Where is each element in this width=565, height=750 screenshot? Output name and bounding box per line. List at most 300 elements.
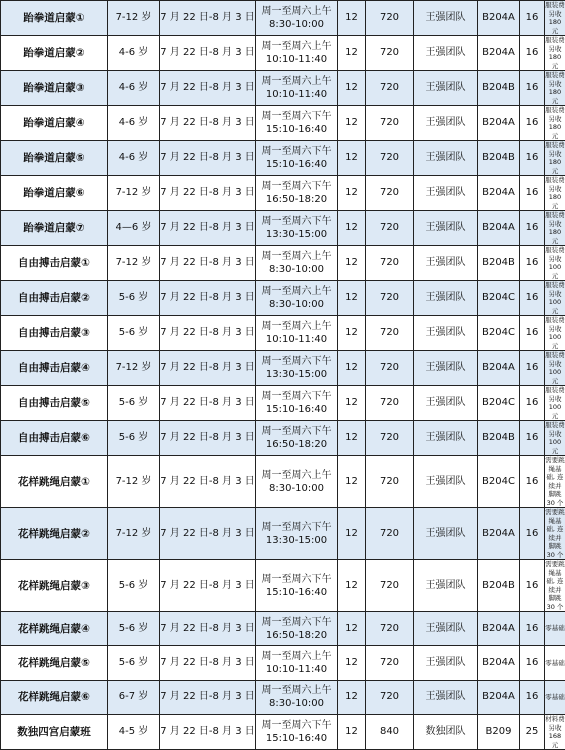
teacher-team: 数独团队 xyxy=(414,715,478,750)
class-time xyxy=(256,141,338,176)
course-name: 自由搏击启蒙④ xyxy=(1,351,108,386)
session-count: 12 xyxy=(338,316,366,351)
class-time xyxy=(256,71,338,106)
session-count: 12 xyxy=(338,386,366,421)
classroom: B204A xyxy=(478,612,520,646)
course-name: 跆拳道启蒙① xyxy=(1,1,108,36)
tuition-fee: 720 xyxy=(366,246,414,281)
course-row xyxy=(1,176,565,211)
course-note-line: 另收 xyxy=(545,150,565,159)
course-note-line: 100 元 xyxy=(545,298,565,315)
course-note-line: 脚跳 30 个 xyxy=(545,542,565,559)
course-note-line: 零基础 xyxy=(545,659,565,668)
class-time xyxy=(256,211,338,246)
course-note-line: 服装费 xyxy=(545,421,565,430)
class-capacity: 16 xyxy=(520,71,545,106)
class-time xyxy=(256,680,338,714)
classroom: B204A xyxy=(478,508,520,560)
course-note-line: 服装费 xyxy=(545,351,565,360)
course-note xyxy=(545,386,565,421)
session-count: 12 xyxy=(338,508,366,560)
course-note-line: 脚跳 30 个 xyxy=(545,594,565,611)
age-range: 6-7 岁 xyxy=(108,680,160,714)
age-range: 5-6 岁 xyxy=(108,386,160,421)
class-days: 周一至周六上午 xyxy=(256,684,337,697)
classroom: B204B xyxy=(478,421,520,456)
course-note-line: 另收 xyxy=(545,724,565,733)
class-hours: 10:10-11:40 xyxy=(256,53,337,66)
classroom: B204A xyxy=(478,176,520,211)
course-note-line: 另收 xyxy=(545,395,565,404)
classroom: B204C xyxy=(478,281,520,316)
course-row xyxy=(1,421,565,456)
course-row xyxy=(1,715,565,750)
class-hours: 8:30-10:00 xyxy=(256,263,337,276)
course-note-line: 另收 xyxy=(545,290,565,299)
age-range: 7-12 岁 xyxy=(108,1,160,36)
class-days: 周一至周六上午 xyxy=(256,40,337,53)
date-range: 7 月 22 日-8 月 3 日 xyxy=(160,386,256,421)
tuition-fee: 720 xyxy=(366,141,414,176)
tuition-fee: 720 xyxy=(366,508,414,560)
course-note xyxy=(545,1,565,36)
course-row xyxy=(1,246,565,281)
tuition-fee: 720 xyxy=(366,680,414,714)
class-hours: 16:50-18:20 xyxy=(256,438,337,451)
course-note-line: 另收 xyxy=(545,220,565,229)
course-row xyxy=(1,316,565,351)
classroom: B204B xyxy=(478,246,520,281)
course-name: 自由搏击启蒙⑥ xyxy=(1,421,108,456)
tuition-fee: 720 xyxy=(366,560,414,612)
tuition-fee: 840 xyxy=(366,715,414,750)
course-name: 花样跳绳启蒙⑤ xyxy=(1,646,108,680)
tuition-fee: 720 xyxy=(366,281,414,316)
course-note xyxy=(545,612,565,646)
class-hours: 16:50-18:20 xyxy=(256,629,337,642)
course-note-line: 180 元 xyxy=(545,228,565,245)
class-capacity: 16 xyxy=(520,456,545,508)
class-days: 周一至周六下午 xyxy=(256,616,337,629)
session-count: 12 xyxy=(338,560,366,612)
course-name: 自由搏击启蒙③ xyxy=(1,316,108,351)
course-row xyxy=(1,211,565,246)
class-capacity: 16 xyxy=(520,106,545,141)
course-name: 花样跳绳启蒙② xyxy=(1,508,108,560)
course-note-line: 服装费 xyxy=(545,71,565,80)
session-count: 12 xyxy=(338,680,366,714)
age-range: 5-6 岁 xyxy=(108,560,160,612)
class-time xyxy=(256,351,338,386)
class-time xyxy=(256,646,338,680)
course-note xyxy=(545,246,565,281)
course-note xyxy=(545,316,565,351)
course-note xyxy=(545,106,565,141)
date-range: 7 月 22 日-8 月 3 日 xyxy=(160,246,256,281)
teacher-team: 王强团队 xyxy=(414,560,478,612)
class-hours: 10:10-11:40 xyxy=(256,663,337,676)
class-time xyxy=(256,508,338,560)
teacher-team: 王强团队 xyxy=(414,456,478,508)
class-capacity: 16 xyxy=(520,508,545,560)
class-hours: 15:10-16:40 xyxy=(256,732,337,745)
course-row xyxy=(1,106,565,141)
course-note-line: 100 元 xyxy=(545,438,565,455)
tuition-fee: 720 xyxy=(366,646,414,680)
age-range: 7-12 岁 xyxy=(108,508,160,560)
tuition-fee: 720 xyxy=(366,176,414,211)
class-hours: 15:10-16:40 xyxy=(256,158,337,171)
course-note xyxy=(545,508,565,560)
course-note xyxy=(545,141,565,176)
class-days: 周一至周六下午 xyxy=(256,110,337,123)
course-row xyxy=(1,141,565,176)
course-note-line: 另收 xyxy=(545,430,565,439)
class-days: 周一至周六上午 xyxy=(256,469,337,482)
date-range: 7 月 22 日-8 月 3 日 xyxy=(160,281,256,316)
date-range: 7 月 22 日-8 月 3 日 xyxy=(160,456,256,508)
session-count: 12 xyxy=(338,176,366,211)
course-note-line: 服装费 xyxy=(545,281,565,290)
course-row xyxy=(1,508,565,560)
class-time xyxy=(256,386,338,421)
course-note-line: 服装费 xyxy=(545,106,565,115)
session-count: 12 xyxy=(338,715,366,750)
course-row xyxy=(1,386,565,421)
class-capacity: 16 xyxy=(520,141,545,176)
course-name: 花样跳绳启蒙⑥ xyxy=(1,680,108,714)
session-count: 12 xyxy=(338,612,366,646)
class-days: 周一至周六下午 xyxy=(256,145,337,158)
course-note-line: 服装费 xyxy=(545,316,565,325)
classroom: B204A xyxy=(478,106,520,141)
course-note-line: 另收 xyxy=(545,80,565,89)
age-range: 4-6 岁 xyxy=(108,71,160,106)
tuition-fee: 720 xyxy=(366,421,414,456)
class-hours: 10:10-11:40 xyxy=(256,88,337,101)
class-time xyxy=(256,176,338,211)
teacher-team: 王强团队 xyxy=(414,612,478,646)
course-note xyxy=(545,560,565,612)
course-name: 跆拳道启蒙③ xyxy=(1,71,108,106)
class-days: 周一至周六上午 xyxy=(256,320,337,333)
tuition-fee: 720 xyxy=(366,351,414,386)
age-range: 4-6 岁 xyxy=(108,106,160,141)
date-range: 7 月 22 日-8 月 3 日 xyxy=(160,36,256,71)
course-row xyxy=(1,1,565,36)
course-note-line: 另收 xyxy=(545,360,565,369)
course-name: 自由搏击启蒙② xyxy=(1,281,108,316)
course-note-line: 180 元 xyxy=(545,18,565,35)
course-note-line: 180 元 xyxy=(545,158,565,175)
course-note-line: 零基础 xyxy=(545,624,565,633)
course-name: 自由搏击启蒙① xyxy=(1,246,108,281)
teacher-team: 王强团队 xyxy=(414,141,478,176)
teacher-team: 王强团队 xyxy=(414,176,478,211)
class-days: 周一至周六上午 xyxy=(256,5,337,18)
course-note xyxy=(545,71,565,106)
course-row xyxy=(1,36,565,71)
session-count: 12 xyxy=(338,246,366,281)
date-range: 7 月 22 日-8 月 3 日 xyxy=(160,211,256,246)
course-note-line: 础, 连续并 xyxy=(545,473,565,490)
teacher-team: 王强团队 xyxy=(414,316,478,351)
class-capacity: 16 xyxy=(520,351,545,386)
class-hours: 15:10-16:40 xyxy=(256,403,337,416)
class-days: 周一至周六上午 xyxy=(256,75,337,88)
class-time xyxy=(256,612,338,646)
course-note-line: 服装费 xyxy=(545,176,565,185)
class-time xyxy=(256,281,338,316)
class-capacity: 16 xyxy=(520,246,545,281)
course-note-line: 180 元 xyxy=(545,53,565,70)
session-count: 12 xyxy=(338,281,366,316)
class-capacity: 16 xyxy=(520,36,545,71)
session-count: 12 xyxy=(338,351,366,386)
date-range: 7 月 22 日-8 月 3 日 xyxy=(160,421,256,456)
course-note-line: 需要跳绳基 xyxy=(545,456,565,473)
class-days: 周一至周六下午 xyxy=(256,521,337,534)
class-time xyxy=(256,246,338,281)
class-time xyxy=(256,316,338,351)
class-capacity: 16 xyxy=(520,386,545,421)
course-name: 跆拳道启蒙⑥ xyxy=(1,176,108,211)
classroom: B204B xyxy=(478,560,520,612)
date-range: 7 月 22 日-8 月 3 日 xyxy=(160,1,256,36)
class-capacity: 16 xyxy=(520,680,545,714)
classroom: B204C xyxy=(478,386,520,421)
teacher-team: 王强团队 xyxy=(414,680,478,714)
course-row xyxy=(1,71,565,106)
date-range: 7 月 22 日-8 月 3 日 xyxy=(160,560,256,612)
age-range: 4-5 岁 xyxy=(108,715,160,750)
class-hours: 13:30-15:00 xyxy=(256,534,337,547)
teacher-team: 王强团队 xyxy=(414,36,478,71)
tuition-fee: 720 xyxy=(366,106,414,141)
course-note xyxy=(545,176,565,211)
course-note-line: 100 元 xyxy=(545,333,565,350)
class-hours: 13:30-15:00 xyxy=(256,228,337,241)
class-time xyxy=(256,1,338,36)
age-range: 7-12 岁 xyxy=(108,176,160,211)
classroom: B204A xyxy=(478,211,520,246)
tuition-fee: 720 xyxy=(366,1,414,36)
class-capacity: 25 xyxy=(520,715,545,750)
date-range: 7 月 22 日-8 月 3 日 xyxy=(160,71,256,106)
course-note-line: 服装费 xyxy=(545,386,565,395)
class-capacity: 16 xyxy=(520,211,545,246)
date-range: 7 月 22 日-8 月 3 日 xyxy=(160,715,256,750)
course-row xyxy=(1,281,565,316)
session-count: 12 xyxy=(338,456,366,508)
class-capacity: 16 xyxy=(520,316,545,351)
class-time xyxy=(256,421,338,456)
course-name: 花样跳绳启蒙① xyxy=(1,456,108,508)
date-range: 7 月 22 日-8 月 3 日 xyxy=(160,612,256,646)
session-count: 12 xyxy=(338,71,366,106)
course-note-line: 180 元 xyxy=(545,193,565,210)
course-note-line: 另收 xyxy=(545,255,565,264)
teacher-team: 王强团队 xyxy=(414,646,478,680)
age-range: 5-6 岁 xyxy=(108,646,160,680)
teacher-team: 王强团队 xyxy=(414,1,478,36)
age-range: 5-6 岁 xyxy=(108,316,160,351)
tuition-fee: 720 xyxy=(366,211,414,246)
session-count: 12 xyxy=(338,211,366,246)
age-range: 5-6 岁 xyxy=(108,281,160,316)
class-hours: 8:30-10:00 xyxy=(256,697,337,710)
class-hours: 8:30-10:00 xyxy=(256,482,337,495)
course-name: 跆拳道启蒙⑤ xyxy=(1,141,108,176)
course-note-line: 零基础 xyxy=(545,693,565,702)
class-days: 周一至周六下午 xyxy=(256,180,337,193)
classroom: B204A xyxy=(478,351,520,386)
course-note xyxy=(545,456,565,508)
teacher-team: 王强团队 xyxy=(414,211,478,246)
class-hours: 15:10-16:40 xyxy=(256,586,337,599)
course-row xyxy=(1,456,565,508)
course-note-line: 服装费 xyxy=(545,36,565,45)
course-row xyxy=(1,612,565,646)
session-count: 12 xyxy=(338,646,366,680)
class-days: 周一至周六下午 xyxy=(256,425,337,438)
class-hours: 13:30-15:00 xyxy=(256,368,337,381)
date-range: 7 月 22 日-8 月 3 日 xyxy=(160,646,256,680)
session-count: 12 xyxy=(338,421,366,456)
class-hours: 8:30-10:00 xyxy=(256,298,337,311)
course-note-line: 另收 xyxy=(545,185,565,194)
date-range: 7 月 22 日-8 月 3 日 xyxy=(160,176,256,211)
course-name: 数独四宫启蒙班 xyxy=(1,715,108,750)
class-hours: 8:30-10:00 xyxy=(256,18,337,31)
course-name: 跆拳道启蒙④ xyxy=(1,106,108,141)
age-range: 4—6 岁 xyxy=(108,211,160,246)
course-note-line: 100 元 xyxy=(545,368,565,385)
tuition-fee: 720 xyxy=(366,36,414,71)
course-note-line: 础, 连续并 xyxy=(545,577,565,594)
tuition-fee: 720 xyxy=(366,612,414,646)
age-range: 4-6 岁 xyxy=(108,141,160,176)
course-note xyxy=(545,211,565,246)
date-range: 7 月 22 日-8 月 3 日 xyxy=(160,141,256,176)
class-time xyxy=(256,560,338,612)
course-note-line: 需要跳绳基 xyxy=(545,508,565,525)
course-name: 跆拳道启蒙② xyxy=(1,36,108,71)
classroom: B204C xyxy=(478,316,520,351)
course-note-line: 100 元 xyxy=(545,403,565,420)
date-range: 7 月 22 日-8 月 3 日 xyxy=(160,316,256,351)
tuition-fee: 720 xyxy=(366,386,414,421)
teacher-team: 王强团队 xyxy=(414,386,478,421)
course-note-line: 服装费 xyxy=(545,211,565,220)
class-days: 周一至周六下午 xyxy=(256,215,337,228)
course-note-line: 180 元 xyxy=(545,123,565,140)
class-capacity: 16 xyxy=(520,1,545,36)
class-days: 周一至周六上午 xyxy=(256,250,337,263)
course-note xyxy=(545,281,565,316)
class-days: 周一至周六下午 xyxy=(256,390,337,403)
teacher-team: 王强团队 xyxy=(414,281,478,316)
course-row xyxy=(1,351,565,386)
class-capacity: 16 xyxy=(520,421,545,456)
course-note-line: 服装费 xyxy=(545,141,565,150)
course-note-line: 另收 xyxy=(545,45,565,54)
teacher-team: 王强团队 xyxy=(414,421,478,456)
age-range: 5-6 岁 xyxy=(108,421,160,456)
session-count: 12 xyxy=(338,141,366,176)
class-days: 周一至周六下午 xyxy=(256,719,337,732)
class-capacity: 16 xyxy=(520,176,545,211)
teacher-team: 王强团队 xyxy=(414,508,478,560)
age-range: 7-12 岁 xyxy=(108,456,160,508)
date-range: 7 月 22 日-8 月 3 日 xyxy=(160,680,256,714)
course-note-line: 础, 连续并 xyxy=(545,525,565,542)
class-days: 周一至周六上午 xyxy=(256,650,337,663)
session-count: 12 xyxy=(338,106,366,141)
date-range: 7 月 22 日-8 月 3 日 xyxy=(160,351,256,386)
course-note-line: 168 元 xyxy=(545,732,565,749)
session-count: 12 xyxy=(338,1,366,36)
tuition-fee: 720 xyxy=(366,316,414,351)
classroom: B204B xyxy=(478,71,520,106)
teacher-team: 王强团队 xyxy=(414,351,478,386)
classroom: B209 xyxy=(478,715,520,750)
class-time xyxy=(256,36,338,71)
class-time xyxy=(256,106,338,141)
course-note-line: 脚跳 30 个 xyxy=(545,490,565,507)
teacher-team: 王强团队 xyxy=(414,246,478,281)
class-days: 周一至周六下午 xyxy=(256,573,337,586)
course-note xyxy=(545,421,565,456)
classroom: B204A xyxy=(478,680,520,714)
course-note xyxy=(545,680,565,714)
teacher-team: 王强团队 xyxy=(414,71,478,106)
age-range: 7-12 岁 xyxy=(108,351,160,386)
course-note-line: 另收 xyxy=(545,10,565,19)
course-name: 花样跳绳启蒙③ xyxy=(1,560,108,612)
course-note xyxy=(545,646,565,680)
age-range: 7-12 岁 xyxy=(108,246,160,281)
classroom: B204A xyxy=(478,646,520,680)
course-note-line: 180 元 xyxy=(545,88,565,105)
course-note-line: 另收 xyxy=(545,325,565,334)
course-name: 跆拳道启蒙⑦ xyxy=(1,211,108,246)
course-note-line: 服装费 xyxy=(545,246,565,255)
class-capacity: 16 xyxy=(520,560,545,612)
class-capacity: 16 xyxy=(520,646,545,680)
course-note xyxy=(545,715,565,750)
age-range: 4-6 岁 xyxy=(108,36,160,71)
course-name: 自由搏击启蒙⑤ xyxy=(1,386,108,421)
session-count: 12 xyxy=(338,36,366,71)
course-row xyxy=(1,560,565,612)
class-time xyxy=(256,456,338,508)
class-capacity: 16 xyxy=(520,281,545,316)
tuition-fee: 720 xyxy=(366,456,414,508)
class-hours: 10:10-11:40 xyxy=(256,333,337,346)
classroom: B204A xyxy=(478,1,520,36)
course-note-line: 100 元 xyxy=(545,263,565,280)
date-range: 7 月 22 日-8 月 3 日 xyxy=(160,106,256,141)
tuition-fee: 720 xyxy=(366,71,414,106)
class-hours: 15:10-16:40 xyxy=(256,123,337,136)
teacher-team: 王强团队 xyxy=(414,106,478,141)
course-note xyxy=(545,36,565,71)
classroom: B204A xyxy=(478,36,520,71)
class-days: 周一至周六下午 xyxy=(256,355,337,368)
age-range: 5-6 岁 xyxy=(108,612,160,646)
class-days: 周一至周六上午 xyxy=(256,285,337,298)
